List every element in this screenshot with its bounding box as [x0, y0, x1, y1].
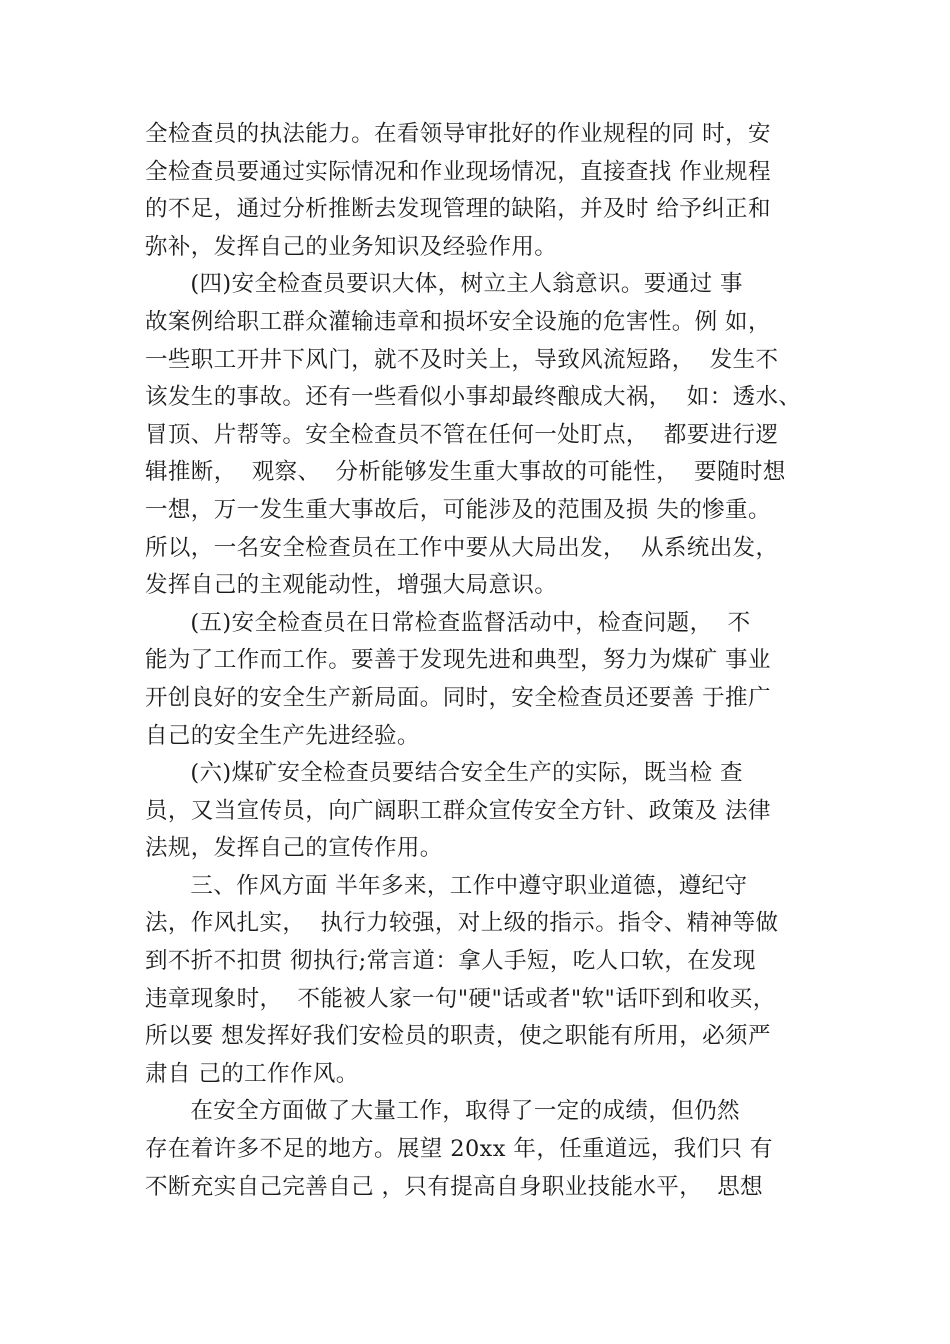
paragraph-section-five — [145, 605, 825, 755]
text-line: 员，又当宣传员，向广阔职工群众宣传安全方针、政策及 法律 — [145, 797, 771, 824]
text-line: 三、作风方面 半年多来，工作中遵守职业道德，遵纪守 — [145, 872, 748, 899]
text-line: 在安全方面做了大量工作，取得了一定的成绩，但仍然 — [145, 1098, 740, 1125]
text-line: (六)煤矿安全检查员要结合安全生产的实际，既当检 查 — [145, 760, 743, 787]
text-line: 故案例给职工群众灌输违章和损坏安全设施的危害性。例 如， — [145, 308, 771, 335]
text-line: 法规，发挥自己的宣传作用。 — [145, 835, 443, 862]
text-line: 弥补，发挥自己的业务知识及经验作用。 — [145, 233, 558, 260]
text-line: 全检查员的执法能力。在看领导审批好的作业规程的同 时，安 — [145, 121, 771, 147]
text-line: (五)安全检查员在日常检查监督活动中，检查问题， 不 — [145, 609, 751, 636]
text-line: 肃自 己的工作作风。 — [145, 1060, 359, 1087]
text-line: 自己的安全生产先进经验。 — [145, 722, 420, 749]
paragraph-inspector-ability — [145, 116, 825, 266]
text-line: 到不折不扣贯 彻执行;常言道：拿人手短，吃人口软，在发现 — [145, 948, 756, 975]
paragraph-section-six — [145, 755, 825, 868]
paragraph-outlook — [145, 1093, 825, 1206]
text-line: 不断充实自己完善自己 ，只有提高自身职业技能水平， 思想 — [145, 1173, 764, 1200]
text-line: 存在着许多不足的地方。展望 20xx 年，任重道远，我们只 有 — [145, 1136, 773, 1163]
text-line: 所以，一名安全检查员在工作中要从大局出发， 从系统出发， — [145, 534, 779, 561]
text-line: 法，作风扎实， 执行力较强，对上级的指示。指令、精神等做 — [145, 910, 779, 937]
paragraph-work-style — [145, 868, 825, 1094]
text-line: 一些职工开井下风门，就不及时关上，导致风流短路， 发生不 — [145, 346, 779, 373]
text-line: 能为了工作而工作。要善于发现先进和典型，努力为煤矿 事业 — [145, 647, 771, 674]
text-line: 发挥自己的主观能动性，增强大局意识。 — [145, 572, 558, 599]
text-line: 辑推断， 观察、 分析能够发生重大事故的可能性， 要随时想 — [145, 459, 786, 486]
text-line: 的不足，通过分析推断去发现管理的缺陷，并及时 给予纠正和 — [145, 196, 771, 223]
paragraph-section-four — [145, 266, 825, 604]
text-line: 违章现象时， 不能被人家一句"硬"话或者"软"话吓到和收买， — [145, 985, 776, 1012]
text-line: 一想，万一发生重大事故后，可能涉及的范围及损 失的惨重。 — [145, 496, 771, 523]
document-body — [145, 116, 825, 1206]
text-line: (四)安全检查员要识大体，树立主人翁意识。要通过 事 — [145, 271, 743, 298]
text-line: 该发生的事故。还有一些看似小事却最终酿成大祸， 如：透水、 — [145, 384, 802, 411]
text-line: 开创良好的安全生产新局面。同时，安全检查员还要善 于推广 — [145, 684, 771, 711]
text-line: 所以要 想发挥好我们安检员的职责，使之职能有所用，必须严 — [145, 1023, 771, 1050]
text-line: 冒顶、片帮等。安全检查员不管在任何一处盯点， 都要进行逻 — [145, 421, 779, 448]
text-line: 全检查员要通过实际情况和作业现场情况，直接查找 作业规程 — [145, 158, 771, 185]
